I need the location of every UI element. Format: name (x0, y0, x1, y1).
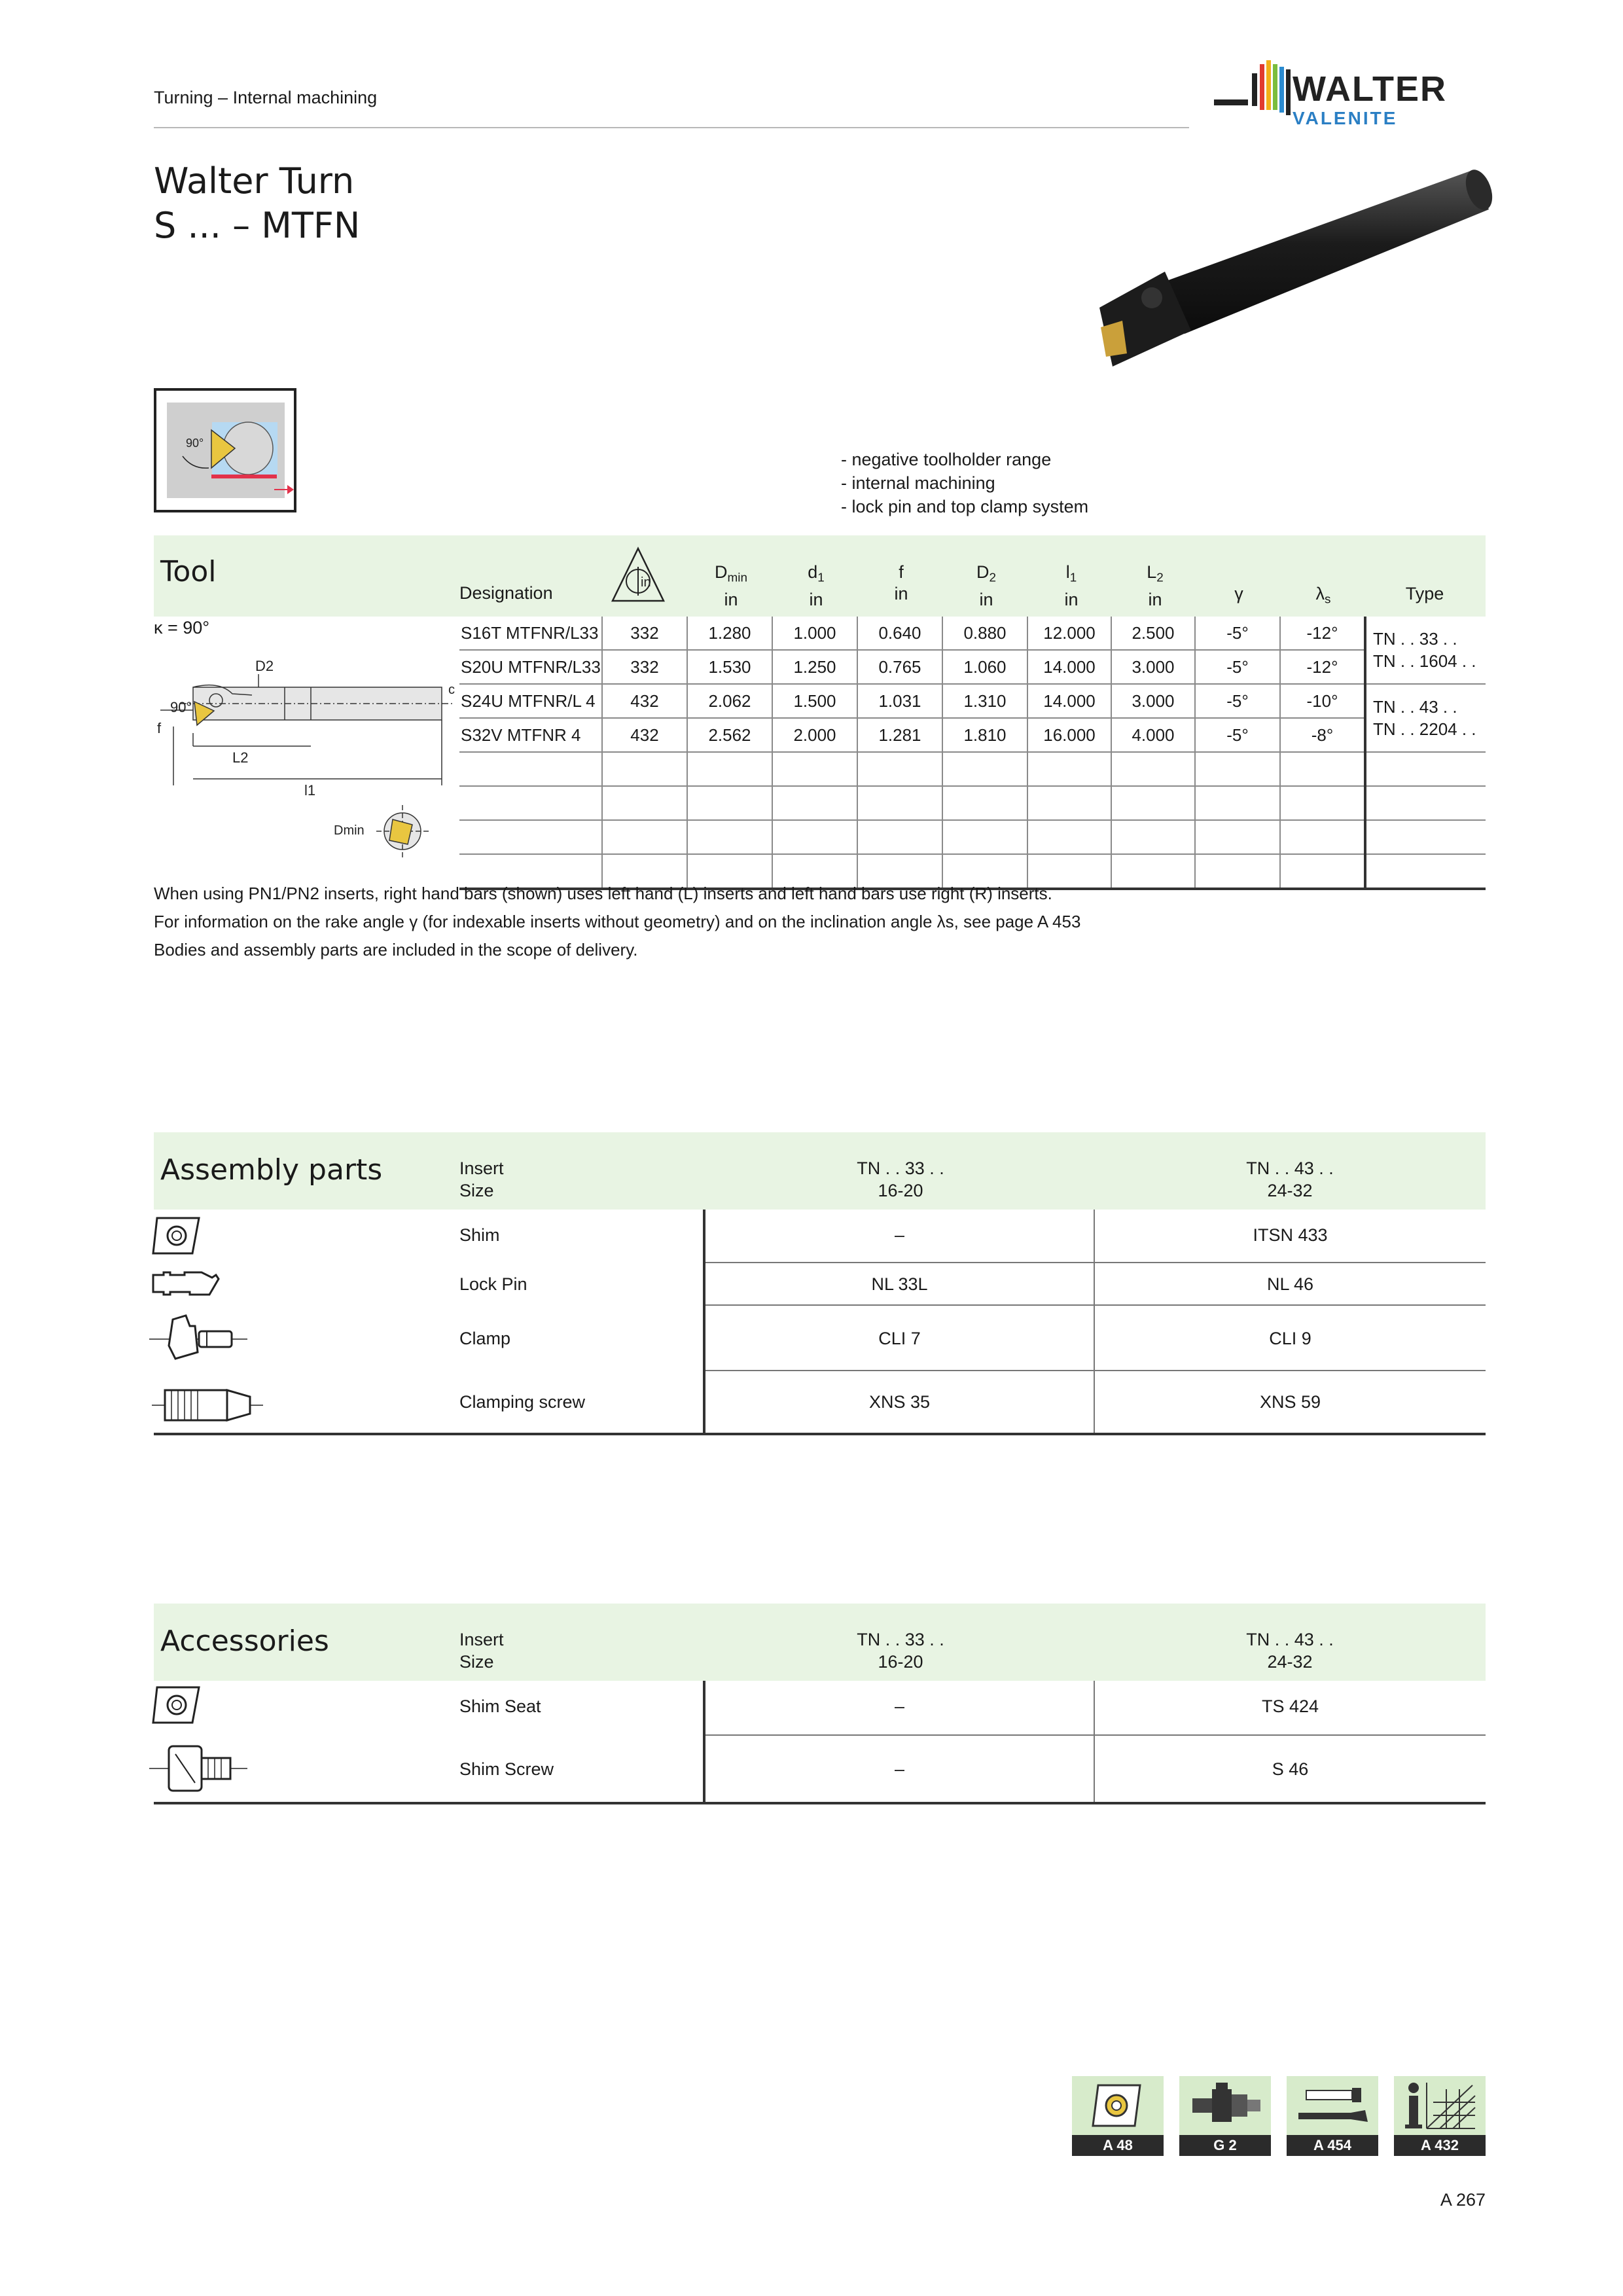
assembly-bottom-rule (154, 1433, 1486, 1435)
col-f-letter: f (899, 562, 904, 582)
assembly-row-c2: XNS 59 (1259, 1392, 1321, 1412)
col-d1-sub: 1 (817, 571, 825, 585)
cell-l1: 16.000 (1027, 718, 1111, 752)
cell-gamma: -5° (1195, 684, 1280, 718)
page-title-line2: S ... – MTFN (154, 205, 361, 246)
cell-dmin: 1.280 (687, 617, 772, 650)
draw-angle: 90° (170, 699, 192, 715)
cell-gamma: -5° (1195, 650, 1280, 684)
draw-l1: l1 (304, 782, 316, 798)
insert-size-symbol (609, 543, 668, 609)
accessories-col2-insert: TN . . 43 . . (1246, 1630, 1334, 1649)
cell-type (1365, 617, 1486, 684)
cell-d1: 1.250 (772, 650, 857, 684)
col-type: Type (1405, 584, 1444, 603)
cell-dmin: 2.062 (687, 684, 772, 718)
table-row-empty (459, 820, 1486, 854)
col-l2-sub: 2 (1156, 571, 1164, 585)
assembly-row-name: Clamping screw (459, 1392, 586, 1412)
accessories-col1-insert: TN . . 33 . . (857, 1630, 944, 1649)
cell-designation: S20U MTFNR/L33 (459, 650, 602, 684)
info-reference-label[interactable]: A 432 (1394, 2135, 1486, 2156)
cell-lambda: -12° (1280, 650, 1365, 684)
spare-parts-reference-icon[interactable] (1287, 2076, 1378, 2135)
accessories-col2-size: 24-32 (1267, 1652, 1313, 1672)
logo-text-bottom: VALENITE (1293, 108, 1398, 128)
kappa-label: κ = 90° (154, 618, 210, 637)
accessories-insert-label: Insert (459, 1630, 504, 1649)
cell-type (1365, 684, 1486, 752)
accessories-section-title: Accessories (160, 1624, 329, 1658)
type-line: TN . . 2204 . . (1373, 719, 1476, 739)
col-l2-unit: in (1148, 589, 1162, 609)
cell-lambda: -8° (1280, 718, 1365, 752)
tool-section-title: Tool (160, 555, 217, 588)
assembly-size-label: Size (459, 1181, 494, 1200)
col-l1-sub: 1 (1069, 571, 1077, 585)
cell-d1: 1.500 (772, 684, 857, 718)
col-dmin-unit: in (724, 589, 738, 609)
cell-gamma: -5° (1195, 718, 1280, 752)
table-row (459, 650, 1486, 684)
info-reference-icon[interactable] (1394, 2076, 1486, 2135)
assembly-row-c2: CLI 9 (1269, 1329, 1311, 1348)
cell-l1: 14.000 (1027, 684, 1111, 718)
cell-dmin: 2.562 (687, 718, 772, 752)
cell-in: 432 (602, 684, 687, 718)
col-gamma: γ (1234, 584, 1243, 603)
cell-f: 1.031 (857, 684, 942, 718)
breadcrumb: Turning – Internal machining (154, 88, 378, 107)
in-symbol-label: in (641, 575, 651, 590)
spare-parts-reference-label[interactable]: A 454 (1287, 2135, 1378, 2156)
logo-text-top: WALTER (1293, 69, 1447, 109)
pictogram-angle: 90° (186, 437, 204, 450)
accessories-row-c1: – (894, 1759, 905, 1779)
cell-l2: 4.000 (1111, 718, 1195, 752)
tool-photo (1086, 157, 1499, 380)
table-row (459, 684, 1486, 718)
col-lambda (1281, 583, 1366, 611)
walter-logo (1214, 60, 1489, 132)
assembly-hline (705, 1262, 1486, 1263)
insert-reference-label[interactable]: A 48 (1072, 2135, 1164, 2156)
col-f (859, 562, 944, 605)
accessories-row-c2: S 46 (1272, 1759, 1309, 1779)
cell-in: 432 (602, 718, 687, 752)
draw-dmin: Dmin (334, 823, 365, 838)
note-insert-hand: When using PN1/PN2 inserts, right hand bars (shown) uses left hand (L) inserts and left hand bars use right (R) inserts. (154, 884, 1052, 903)
feature-item: - lock pin and top clamp system (841, 497, 1089, 516)
assembly-hline (705, 1304, 1486, 1306)
col-l1 (1029, 562, 1114, 611)
col-d1-unit: in (809, 589, 823, 609)
col-designation: Designation (459, 583, 553, 603)
assembly-row-name: Lock Pin (459, 1274, 527, 1294)
cell-l2: 2.500 (1111, 617, 1195, 650)
header-rule (154, 127, 1189, 128)
accessories-row-c1: – (894, 1696, 905, 1716)
cell-lambda: -12° (1280, 617, 1365, 650)
accessories-size-label: Size (459, 1652, 494, 1672)
col-l2 (1113, 562, 1198, 611)
cell-lambda: -10° (1280, 684, 1365, 718)
clamp-icon (149, 1313, 247, 1365)
page-title-line1: Walter Turn (154, 160, 355, 202)
assembly-col1-size: 16-20 (878, 1181, 923, 1200)
shim-icon (152, 1214, 204, 1257)
note-rake-angle: For information on the rake angle γ (for indexable inserts without geometry) and on the inclination angle λs, see page A 453 (154, 912, 1081, 931)
assembly-row-c1: XNS 35 (868, 1392, 931, 1412)
col-d2-letter: D (976, 562, 990, 582)
machining-pictogram (154, 388, 296, 512)
cell-d1: 2.000 (772, 718, 857, 752)
page-number: A 267 (1440, 2190, 1486, 2210)
col-d2-unit: in (979, 589, 993, 609)
assembly-section-title: Assembly parts (160, 1153, 383, 1187)
col-d1-letter: d (808, 562, 818, 582)
cell-f: 1.281 (857, 718, 942, 752)
assembly-col1-insert: TN . . 33 . . (857, 1158, 944, 1178)
col-lambda-letter: λ (1315, 584, 1325, 603)
cell-d2: 1.310 (942, 684, 1027, 718)
assembly-row-c2: NL 46 (1266, 1274, 1314, 1294)
col-dmin-letter: D (715, 562, 728, 582)
assembly-row-c1: CLI 7 (878, 1329, 921, 1348)
cell-in: 332 (602, 650, 687, 684)
accessories-row-c2: TS 424 (1261, 1696, 1319, 1716)
cell-l2: 3.000 (1111, 684, 1195, 718)
draw-d2: D2 (255, 658, 274, 674)
table-row (459, 617, 1486, 650)
cell-gamma: -5° (1195, 617, 1280, 650)
col-dmin-sub: min (727, 571, 747, 585)
cell-d2: 1.060 (942, 650, 1027, 684)
assembly-row-name: Clamp (459, 1329, 511, 1348)
assembly-col2-insert: TN . . 43 . . (1246, 1158, 1334, 1178)
cell-l1: 14.000 (1027, 650, 1111, 684)
col-dmin (688, 562, 774, 611)
assembly-row-name: Shim (459, 1225, 500, 1245)
accessories-bottom-rule (154, 1802, 1486, 1804)
feature-list (841, 448, 1088, 518)
col-d2 (944, 562, 1029, 611)
accessories-row-name: Shim Screw (459, 1759, 554, 1779)
cell-f: 0.640 (857, 617, 942, 650)
col-f-unit: in (894, 584, 908, 603)
table-row-empty (459, 786, 1486, 820)
col-l1-letter: l (1065, 562, 1070, 582)
col-l1-unit: in (1064, 589, 1079, 609)
tool-table (459, 617, 1486, 890)
draw-c: c (448, 683, 455, 697)
shim-seat-icon (152, 1683, 204, 1727)
assembly-row-c1: – (894, 1225, 905, 1245)
cell-in: 332 (602, 617, 687, 650)
assembly-hline (705, 1370, 1486, 1371)
adapter-reference-label[interactable]: G 2 (1179, 2135, 1271, 2156)
note-delivery: Bodies and assembly parts are included in the scope of delivery. (154, 940, 638, 960)
feature-item: - internal machining (841, 473, 995, 493)
tool-dimension-drawing (154, 648, 461, 864)
type-line: TN . . 1604 . . (1373, 651, 1476, 671)
type-line: TN . . 33 . . (1373, 629, 1457, 649)
cell-l1: 12.000 (1027, 617, 1111, 650)
assembly-row-c1: NL 33L (871, 1274, 928, 1294)
clamping-screw-icon (152, 1381, 263, 1429)
cell-designation: S32V MTFNR 4 (459, 718, 602, 752)
col-d2-sub: 2 (989, 571, 996, 585)
col-l2-letter: L (1147, 562, 1157, 582)
table-row (459, 718, 1486, 752)
cell-l2: 3.000 (1111, 650, 1195, 684)
cell-f: 0.765 (857, 650, 942, 684)
feature-item: - negative toolholder range (841, 450, 1052, 469)
type-line: TN . . 43 . . (1373, 697, 1457, 717)
cell-d2: 0.880 (942, 617, 1027, 650)
cell-designation: S16T MTFNR/L33 (459, 617, 602, 650)
draw-l2: L2 (232, 749, 249, 766)
col-lambda-sub: s (1325, 592, 1331, 607)
assembly-col2-size: 24-32 (1267, 1181, 1313, 1200)
col-d1 (774, 562, 859, 611)
accessories-hline (705, 1734, 1486, 1736)
assembly-row-c2: ITSN 433 (1253, 1225, 1328, 1245)
insert-reference-icon[interactable] (1072, 2076, 1164, 2135)
shim-screw-icon (149, 1741, 247, 1796)
accessories-row-name: Shim Seat (459, 1696, 541, 1716)
cell-designation: S24U MTFNR/L 4 (459, 684, 602, 718)
draw-f: f (157, 720, 162, 736)
table-row-empty (459, 752, 1486, 786)
assembly-insert-label: Insert (459, 1158, 504, 1178)
cell-dmin: 1.530 (687, 650, 772, 684)
accessories-col1-size: 16-20 (878, 1652, 923, 1672)
lock-pin-icon (151, 1270, 223, 1299)
cell-d1: 1.000 (772, 617, 857, 650)
adapter-reference-icon[interactable] (1179, 2076, 1271, 2135)
cell-d2: 1.810 (942, 718, 1027, 752)
